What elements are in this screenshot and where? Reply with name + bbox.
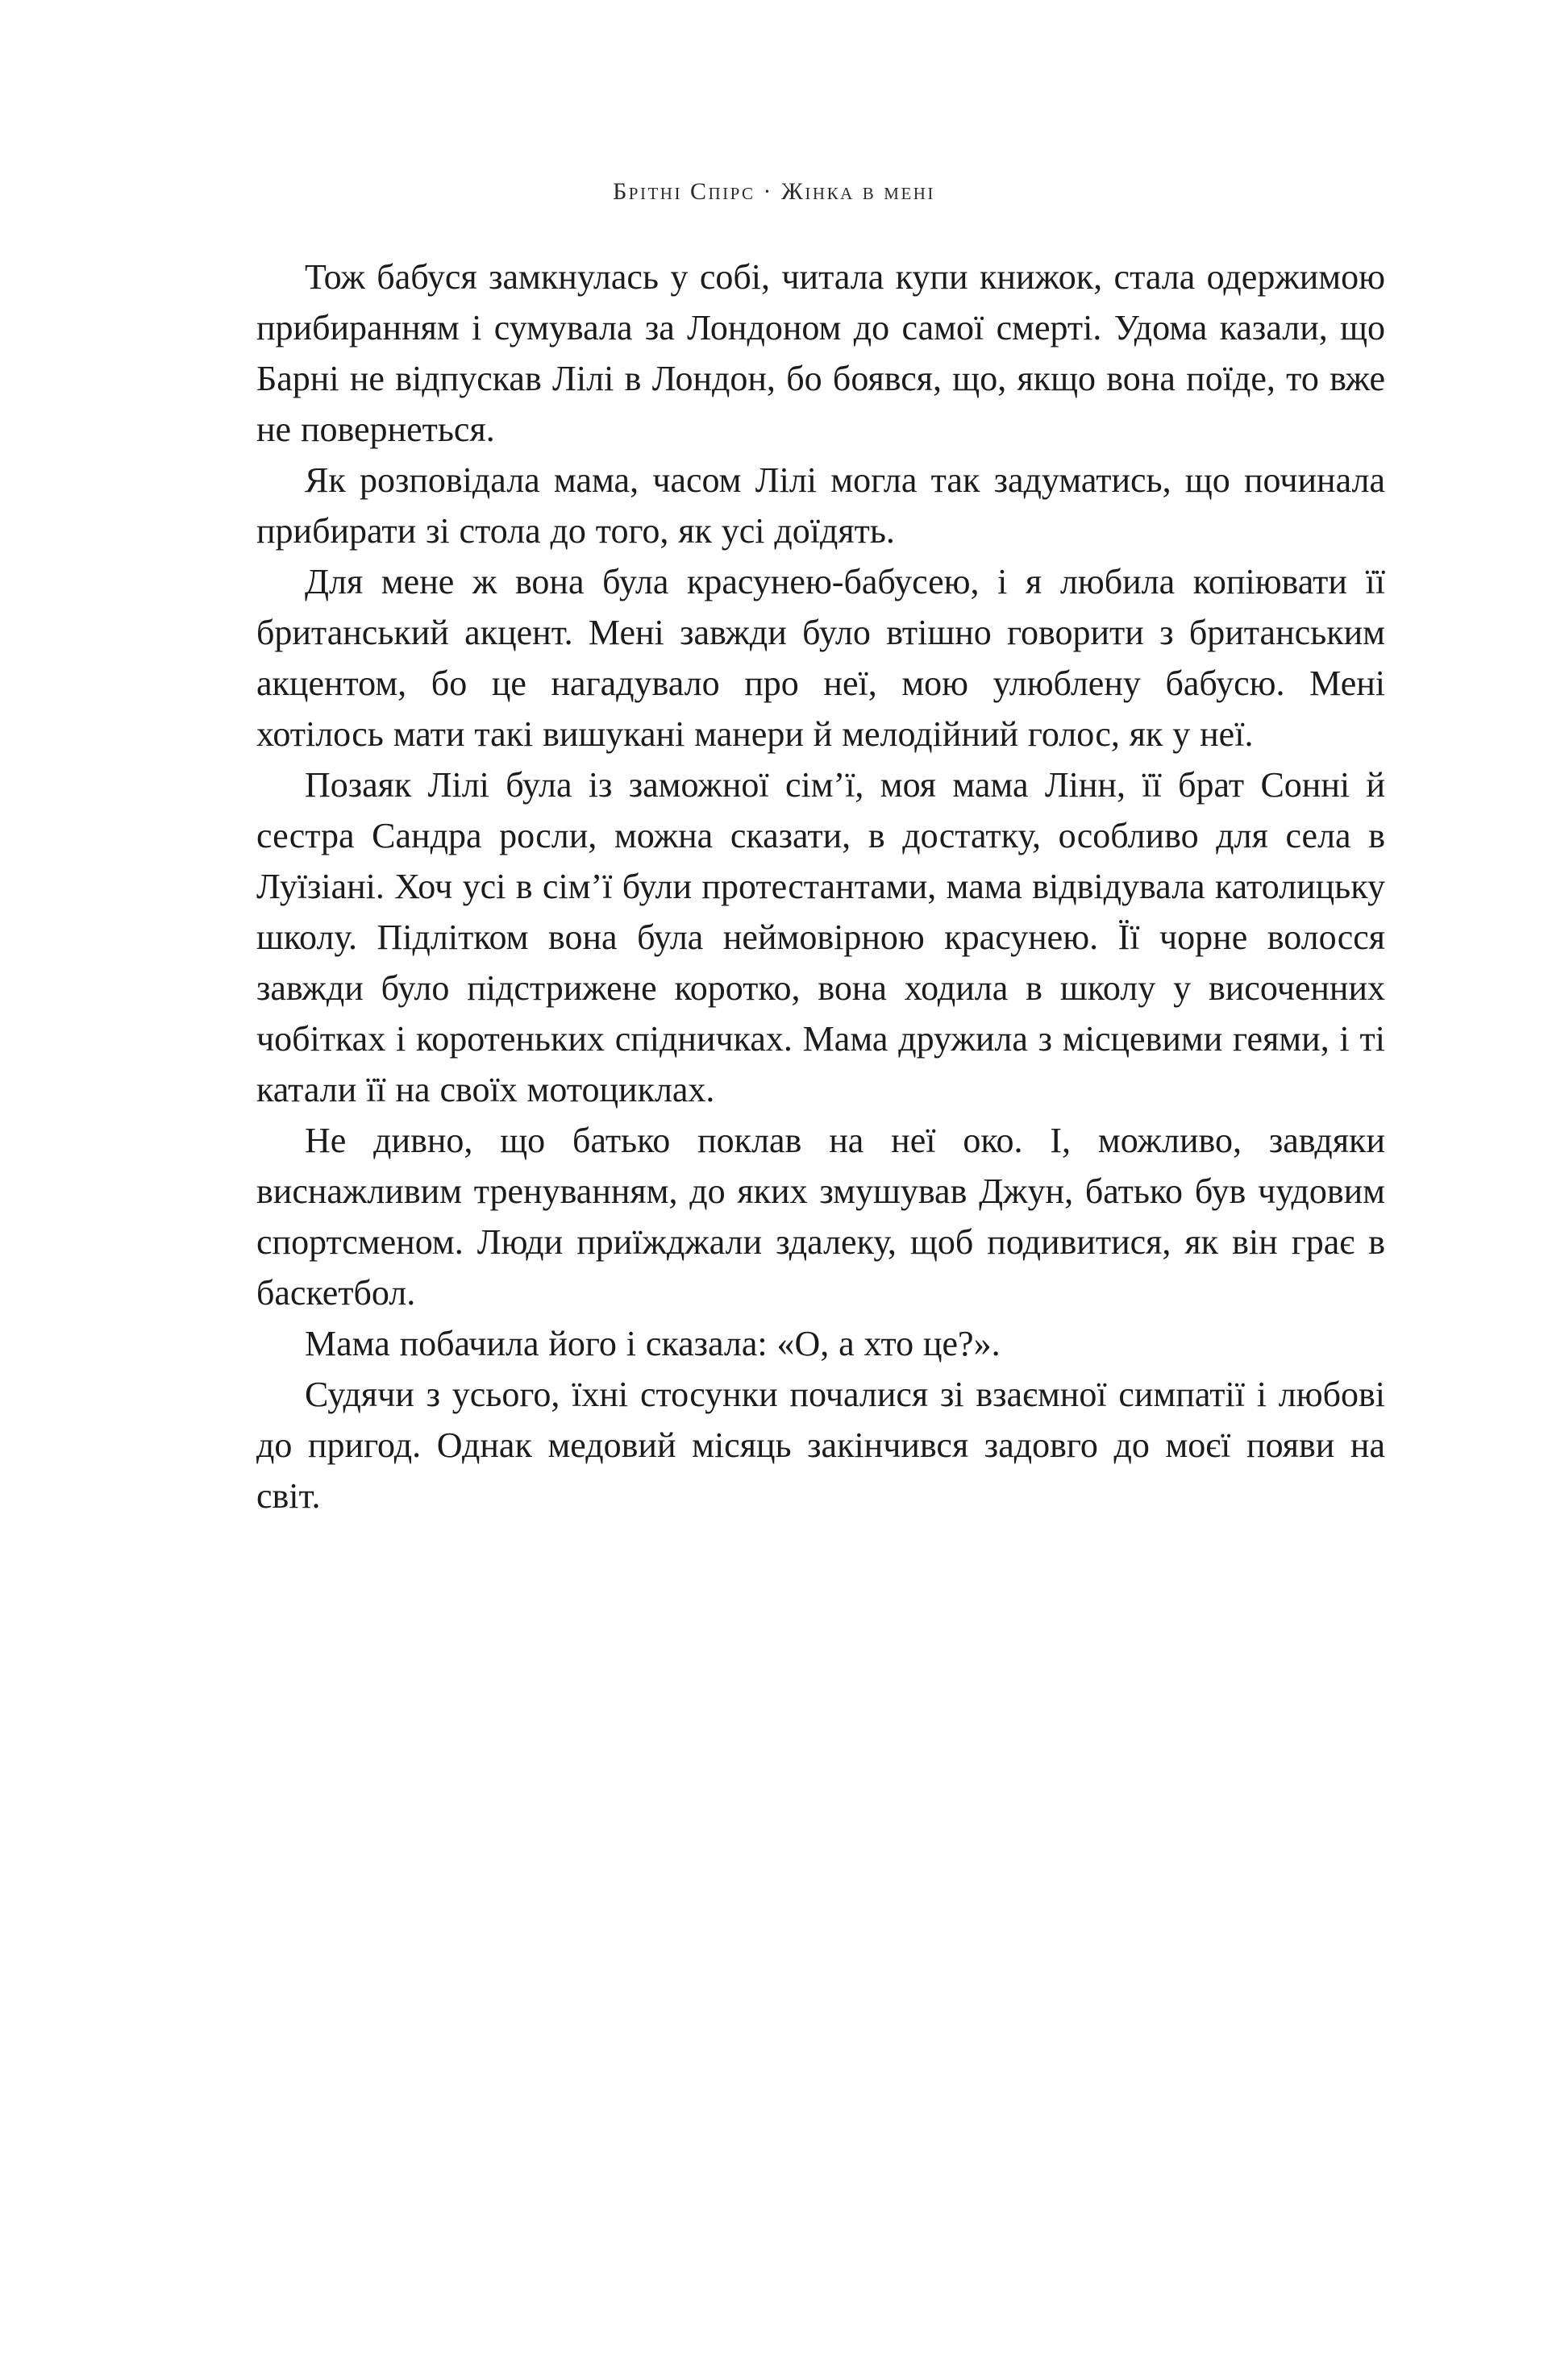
paragraph: Позаяк Лілі була із заможної сім’ї, моя мама Лінн, її брат Сонні й сестра Сандра росли, можна сказати, в достатку, особливо для села в Луїзіані. Хоч усі в сім’ї були протестантами, мама відвідувала католицьку школу. Підлітком вона була неймовірною красунею. Її чорне волосся завжди було підстрижене коротко, вона ходила в школу у височенних чобітках і коротеньких спідничках. Мама дружила з місцевими геями, і ті катали її на своїх мотоциклах. (256, 765, 1385, 1109)
paragraph: Не дивно, що батько поклав на неї око. І, можливо, завдяки виснажливим тренуванням, до яких змушував Джун, батько був чудовим спортсменом. Люди приїжджали здалеку, щоб подивитися, як він грає в баскетбол. (256, 1121, 1385, 1313)
paragraph: Тож бабуся замкнулась у собі, читала купи книжок, стала одержимою прибиранням і сумувала за Лондоном до самої смерті. Удома казали, що Барні не відпускав Лілі в Лондон, бо боявся, що, якщо вона поїде, то вже не повернеться. (256, 257, 1385, 449)
paragraph: Як розповідала мама, часом Лілі могла так задуматись, що починала прибирати зі стола до того, як усі доїдять. (256, 460, 1385, 551)
paragraph: Судячи з усього, їхні стосунки почалися зі взаємної симпатії і любові до пригод. Однак медовий місяць закінчився задовго до моєї появи на світ. (256, 1375, 1385, 1516)
paragraph: Мама побачила його і сказала: «О, а хто це?». (305, 1324, 1001, 1363)
body-text (256, 252, 1385, 1521)
paragraph: Для мене ж вона була красунею-бабусею, і я любила копіювати її британський акцент. Мені завжди було втішно говорити з британським акцентом, бо це нагадувало про неї, мою улюблену бабусю. Мені хотілось мати такі вишукані манери й мелодійний голос, як у неї. (256, 562, 1385, 754)
running-header: Брітні Спірс · Жінка в мені (613, 178, 935, 205)
